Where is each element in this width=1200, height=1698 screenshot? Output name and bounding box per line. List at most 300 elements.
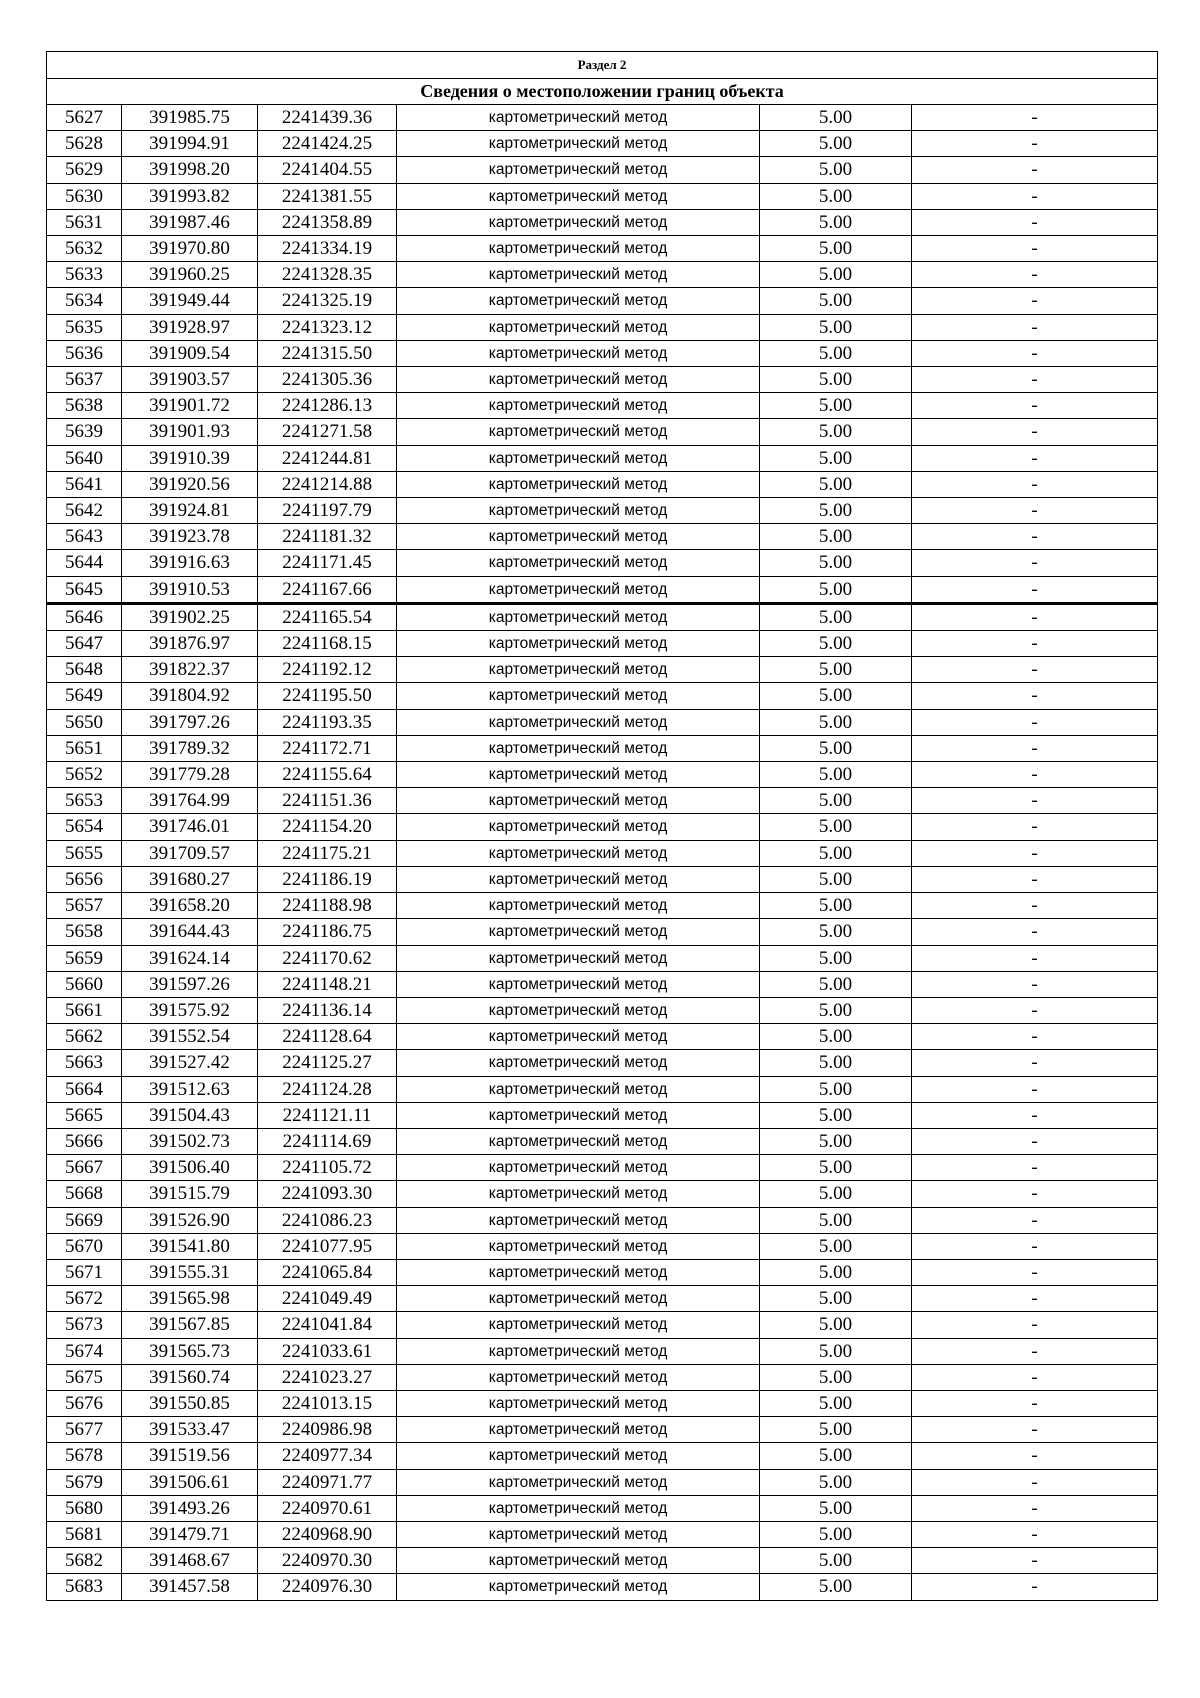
x-coordinate-cell: 391994.91 [122, 131, 258, 157]
accuracy-cell: 5.00 [760, 1233, 912, 1259]
y-coordinate-cell: 2241165.54 [258, 603, 397, 630]
description-cell: - [912, 919, 1158, 945]
x-coordinate-cell: 391502.73 [122, 1128, 258, 1154]
accuracy-cell: 5.00 [760, 576, 912, 603]
x-coordinate-cell: 391493.26 [122, 1495, 258, 1521]
point-number-cell: 5628 [47, 131, 122, 157]
description-cell: - [912, 1469, 1158, 1495]
description-cell: - [912, 157, 1158, 183]
x-coordinate-cell: 391658.20 [122, 893, 258, 919]
x-coordinate-cell: 391504.43 [122, 1102, 258, 1128]
method-cell: картометрический метод [397, 393, 760, 419]
point-number-cell: 5666 [47, 1128, 122, 1154]
x-coordinate-cell: 391519.56 [122, 1443, 258, 1469]
description-cell: - [912, 1102, 1158, 1128]
x-coordinate-cell: 391909.54 [122, 340, 258, 366]
point-number-cell: 5670 [47, 1233, 122, 1259]
y-coordinate-cell: 2241172.71 [258, 735, 397, 761]
point-number-cell: 5638 [47, 393, 122, 419]
y-coordinate-cell: 2240970.30 [258, 1548, 397, 1574]
method-cell: картометрический метод [397, 1495, 760, 1521]
accuracy-cell: 5.00 [760, 1521, 912, 1547]
accuracy-cell: 5.00 [760, 1469, 912, 1495]
accuracy-cell: 5.00 [760, 1259, 912, 1285]
accuracy-cell: 5.00 [760, 1024, 912, 1050]
accuracy-cell: 5.00 [760, 945, 912, 971]
table-row [47, 1312, 1158, 1338]
y-coordinate-cell: 2241334.19 [258, 236, 397, 262]
method-cell: картометрический метод [397, 314, 760, 340]
y-coordinate-cell: 2241181.32 [258, 524, 397, 550]
table-row [47, 1286, 1158, 1312]
table-row [47, 814, 1158, 840]
method-cell: картометрический метод [397, 1259, 760, 1285]
x-coordinate-cell: 391575.92 [122, 997, 258, 1023]
table-row [47, 1259, 1158, 1285]
y-coordinate-cell: 2241315.50 [258, 340, 397, 366]
method-cell: картометрический метод [397, 1548, 760, 1574]
y-coordinate-cell: 2240968.90 [258, 1521, 397, 1547]
method-cell: картометрический метод [397, 1024, 760, 1050]
method-cell: картометрический метод [397, 603, 760, 630]
description-cell: - [912, 498, 1158, 524]
accuracy-cell: 5.00 [760, 1181, 912, 1207]
point-number-cell: 5635 [47, 314, 122, 340]
description-cell: - [912, 683, 1158, 709]
table-row [47, 1521, 1158, 1547]
accuracy-cell: 5.00 [760, 840, 912, 866]
method-cell: картометрический метод [397, 236, 760, 262]
description-cell: - [912, 367, 1158, 393]
point-number-cell: 5671 [47, 1259, 122, 1285]
x-coordinate-cell: 391993.82 [122, 183, 258, 209]
accuracy-cell: 5.00 [760, 445, 912, 471]
accuracy-cell: 5.00 [760, 393, 912, 419]
point-number-cell: 5645 [47, 576, 122, 603]
x-coordinate-cell: 391550.85 [122, 1390, 258, 1416]
section-header-row [47, 52, 1158, 79]
point-number-cell: 5652 [47, 762, 122, 788]
description-cell: - [912, 1312, 1158, 1338]
method-cell: картометрический метод [397, 576, 760, 603]
x-coordinate-cell: 391533.47 [122, 1417, 258, 1443]
description-cell: - [912, 657, 1158, 683]
table-row [47, 762, 1158, 788]
y-coordinate-cell: 2241023.27 [258, 1364, 397, 1390]
y-coordinate-cell: 2241136.14 [258, 997, 397, 1023]
description-cell: - [912, 945, 1158, 971]
y-coordinate-cell: 2241049.49 [258, 1286, 397, 1312]
y-coordinate-cell: 2241193.35 [258, 709, 397, 735]
point-number-cell: 5669 [47, 1207, 122, 1233]
description-cell: - [912, 997, 1158, 1023]
accuracy-cell: 5.00 [760, 919, 912, 945]
x-coordinate-cell: 391709.57 [122, 840, 258, 866]
table-row [47, 971, 1158, 997]
accuracy-cell: 5.00 [760, 498, 912, 524]
point-number-cell: 5639 [47, 419, 122, 445]
point-number-cell: 5627 [47, 105, 122, 131]
accuracy-cell: 5.00 [760, 1390, 912, 1416]
table-row [47, 367, 1158, 393]
description-cell: - [912, 550, 1158, 576]
x-coordinate-cell: 391960.25 [122, 262, 258, 288]
y-coordinate-cell: 2241124.28 [258, 1076, 397, 1102]
accuracy-cell: 5.00 [760, 288, 912, 314]
point-number-cell: 5679 [47, 1469, 122, 1495]
x-coordinate-cell: 391970.80 [122, 236, 258, 262]
accuracy-cell: 5.00 [760, 131, 912, 157]
accuracy-cell: 5.00 [760, 1050, 912, 1076]
y-coordinate-cell: 2240971.77 [258, 1469, 397, 1495]
point-number-cell: 5683 [47, 1574, 122, 1600]
accuracy-cell: 5.00 [760, 236, 912, 262]
method-cell: картометрический метод [397, 1469, 760, 1495]
method-cell: картометрический метод [397, 788, 760, 814]
accuracy-cell: 5.00 [760, 997, 912, 1023]
y-coordinate-cell: 2241168.15 [258, 631, 397, 657]
accuracy-cell: 5.00 [760, 1495, 912, 1521]
x-coordinate-cell: 391560.74 [122, 1364, 258, 1390]
method-cell: картометрический метод [397, 445, 760, 471]
description-cell: - [912, 1364, 1158, 1390]
method-cell: картометрический метод [397, 1521, 760, 1547]
method-cell: картометрический метод [397, 367, 760, 393]
description-cell: - [912, 735, 1158, 761]
table-row [47, 498, 1158, 524]
x-coordinate-cell: 391552.54 [122, 1024, 258, 1050]
accuracy-cell: 5.00 [760, 1286, 912, 1312]
description-cell: - [912, 183, 1158, 209]
point-number-cell: 5637 [47, 367, 122, 393]
accuracy-cell: 5.00 [760, 657, 912, 683]
description-cell: - [912, 603, 1158, 630]
table-row [47, 1443, 1158, 1469]
y-coordinate-cell: 2241148.21 [258, 971, 397, 997]
x-coordinate-cell: 391998.20 [122, 157, 258, 183]
method-cell: картометрический метод [397, 631, 760, 657]
method-cell: картометрический метод [397, 1574, 760, 1600]
table-row [47, 1364, 1158, 1390]
x-coordinate-cell: 391987.46 [122, 209, 258, 235]
accuracy-cell: 5.00 [760, 105, 912, 131]
x-coordinate-cell: 391506.61 [122, 1469, 258, 1495]
method-cell: картометрический метод [397, 814, 760, 840]
y-coordinate-cell: 2241041.84 [258, 1312, 397, 1338]
point-number-cell: 5677 [47, 1417, 122, 1443]
point-number-cell: 5676 [47, 1390, 122, 1416]
point-number-cell: 5646 [47, 603, 122, 630]
x-coordinate-cell: 391644.43 [122, 919, 258, 945]
point-number-cell: 5655 [47, 840, 122, 866]
point-number-cell: 5664 [47, 1076, 122, 1102]
description-cell: - [912, 1155, 1158, 1181]
x-coordinate-cell: 391920.56 [122, 471, 258, 497]
y-coordinate-cell: 2241086.23 [258, 1207, 397, 1233]
point-number-cell: 5644 [47, 550, 122, 576]
x-coordinate-cell: 391789.32 [122, 735, 258, 761]
method-cell: картометрический метод [397, 1417, 760, 1443]
table-row [47, 709, 1158, 735]
section-label: Раздел 2 [47, 52, 1158, 79]
table-row [47, 683, 1158, 709]
point-number-cell: 5659 [47, 945, 122, 971]
x-coordinate-cell: 391923.78 [122, 524, 258, 550]
description-cell: - [912, 1495, 1158, 1521]
x-coordinate-cell: 391901.93 [122, 419, 258, 445]
table-row [47, 1495, 1158, 1521]
description-cell: - [912, 1024, 1158, 1050]
point-number-cell: 5649 [47, 683, 122, 709]
method-cell: картометрический метод [397, 550, 760, 576]
accuracy-cell: 5.00 [760, 157, 912, 183]
description-cell: - [912, 971, 1158, 997]
description-cell: - [912, 709, 1158, 735]
method-cell: картометрический метод [397, 762, 760, 788]
table-row [47, 393, 1158, 419]
method-cell: картометрический метод [397, 1181, 760, 1207]
accuracy-cell: 5.00 [760, 735, 912, 761]
method-cell: картометрический метод [397, 866, 760, 892]
accuracy-cell: 5.00 [760, 631, 912, 657]
x-coordinate-cell: 391746.01 [122, 814, 258, 840]
x-coordinate-cell: 391527.42 [122, 1050, 258, 1076]
y-coordinate-cell: 2241121.11 [258, 1102, 397, 1128]
accuracy-cell: 5.00 [760, 762, 912, 788]
y-coordinate-cell: 2241125.27 [258, 1050, 397, 1076]
x-coordinate-cell: 391902.25 [122, 603, 258, 630]
y-coordinate-cell: 2241325.19 [258, 288, 397, 314]
description-cell: - [912, 1233, 1158, 1259]
y-coordinate-cell: 2241065.84 [258, 1259, 397, 1285]
table-row [47, 893, 1158, 919]
x-coordinate-cell: 391876.97 [122, 631, 258, 657]
method-cell: картометрический метод [397, 971, 760, 997]
table-row [47, 445, 1158, 471]
method-cell: картометрический метод [397, 471, 760, 497]
point-number-cell: 5641 [47, 471, 122, 497]
x-coordinate-cell: 391512.63 [122, 1076, 258, 1102]
description-cell: - [912, 814, 1158, 840]
table-row [47, 1050, 1158, 1076]
accuracy-cell: 5.00 [760, 419, 912, 445]
table-row [47, 105, 1158, 131]
y-coordinate-cell: 2241381.55 [258, 183, 397, 209]
description-cell: - [912, 1521, 1158, 1547]
y-coordinate-cell: 2241170.62 [258, 945, 397, 971]
point-number-cell: 5681 [47, 1521, 122, 1547]
y-coordinate-cell: 2241195.50 [258, 683, 397, 709]
table-row [47, 340, 1158, 366]
x-coordinate-cell: 391985.75 [122, 105, 258, 131]
accuracy-cell: 5.00 [760, 550, 912, 576]
table-row [47, 1076, 1158, 1102]
description-cell: - [912, 340, 1158, 366]
y-coordinate-cell: 2241013.15 [258, 1390, 397, 1416]
y-coordinate-cell: 2241155.64 [258, 762, 397, 788]
description-cell: - [912, 840, 1158, 866]
table-row [47, 1469, 1158, 1495]
x-coordinate-cell: 391910.53 [122, 576, 258, 603]
table-row [47, 603, 1158, 630]
method-cell: картометрический метод [397, 735, 760, 761]
table-row [47, 1128, 1158, 1154]
y-coordinate-cell: 2241323.12 [258, 314, 397, 340]
method-cell: картометрический метод [397, 262, 760, 288]
y-coordinate-cell: 2241093.30 [258, 1181, 397, 1207]
point-number-cell: 5643 [47, 524, 122, 550]
description-cell: - [912, 236, 1158, 262]
table-row [47, 1102, 1158, 1128]
x-coordinate-cell: 391901.72 [122, 393, 258, 419]
table-row [47, 262, 1158, 288]
table-row [47, 524, 1158, 550]
x-coordinate-cell: 391479.71 [122, 1521, 258, 1547]
table-row [47, 657, 1158, 683]
table-row [47, 1574, 1158, 1600]
method-cell: картометрический метод [397, 498, 760, 524]
x-coordinate-cell: 391764.99 [122, 788, 258, 814]
x-coordinate-cell: 391526.90 [122, 1207, 258, 1233]
point-number-cell: 5663 [47, 1050, 122, 1076]
accuracy-cell: 5.00 [760, 1312, 912, 1338]
point-number-cell: 5682 [47, 1548, 122, 1574]
point-number-cell: 5657 [47, 893, 122, 919]
description-cell: - [912, 419, 1158, 445]
point-number-cell: 5675 [47, 1364, 122, 1390]
table-row [47, 840, 1158, 866]
point-number-cell: 5665 [47, 1102, 122, 1128]
point-number-cell: 5672 [47, 1286, 122, 1312]
description-cell: - [912, 1207, 1158, 1233]
accuracy-cell: 5.00 [760, 1338, 912, 1364]
x-coordinate-cell: 391910.39 [122, 445, 258, 471]
method-cell: картометрический метод [397, 1233, 760, 1259]
y-coordinate-cell: 2241077.95 [258, 1233, 397, 1259]
table-row [47, 788, 1158, 814]
accuracy-cell: 5.00 [760, 1207, 912, 1233]
y-coordinate-cell: 2241271.58 [258, 419, 397, 445]
accuracy-cell: 5.00 [760, 262, 912, 288]
method-cell: картометрический метод [397, 893, 760, 919]
description-cell: - [912, 1128, 1158, 1154]
description-cell: - [912, 1076, 1158, 1102]
method-cell: картометрический метод [397, 288, 760, 314]
point-number-cell: 5640 [47, 445, 122, 471]
accuracy-cell: 5.00 [760, 1364, 912, 1390]
point-number-cell: 5633 [47, 262, 122, 288]
accuracy-cell: 5.00 [760, 1128, 912, 1154]
table-row [47, 314, 1158, 340]
y-coordinate-cell: 2241214.88 [258, 471, 397, 497]
y-coordinate-cell: 2241358.89 [258, 209, 397, 235]
x-coordinate-cell: 391903.57 [122, 367, 258, 393]
accuracy-cell: 5.00 [760, 471, 912, 497]
method-cell: картометрический метод [397, 657, 760, 683]
y-coordinate-cell: 2241439.36 [258, 105, 397, 131]
point-number-cell: 5673 [47, 1312, 122, 1338]
x-coordinate-cell: 391565.98 [122, 1286, 258, 1312]
point-number-cell: 5680 [47, 1495, 122, 1521]
x-coordinate-cell: 391515.79 [122, 1181, 258, 1207]
y-coordinate-cell: 2241105.72 [258, 1155, 397, 1181]
x-coordinate-cell: 391822.37 [122, 657, 258, 683]
point-number-cell: 5667 [47, 1155, 122, 1181]
point-number-cell: 5662 [47, 1024, 122, 1050]
table-row [47, 1181, 1158, 1207]
table-row [47, 576, 1158, 603]
y-coordinate-cell: 2240976.30 [258, 1574, 397, 1600]
method-cell: картометрический метод [397, 683, 760, 709]
accuracy-cell: 5.00 [760, 1574, 912, 1600]
method-cell: картометрический метод [397, 1286, 760, 1312]
description-cell: - [912, 471, 1158, 497]
x-coordinate-cell: 391928.97 [122, 314, 258, 340]
table-row [47, 236, 1158, 262]
method-cell: картометрический метод [397, 419, 760, 445]
table-row [47, 631, 1158, 657]
y-coordinate-cell: 2241188.98 [258, 893, 397, 919]
table-row [47, 1207, 1158, 1233]
description-cell: - [912, 1390, 1158, 1416]
point-number-cell: 5648 [47, 657, 122, 683]
table-row [47, 997, 1158, 1023]
x-coordinate-cell: 391597.26 [122, 971, 258, 997]
method-cell: картометрический метод [397, 1076, 760, 1102]
y-coordinate-cell: 2241175.21 [258, 840, 397, 866]
accuracy-cell: 5.00 [760, 603, 912, 630]
method-cell: картометрический метод [397, 1128, 760, 1154]
point-number-cell: 5630 [47, 183, 122, 209]
x-coordinate-cell: 391680.27 [122, 866, 258, 892]
description-cell: - [912, 1259, 1158, 1285]
y-coordinate-cell: 2241404.55 [258, 157, 397, 183]
method-cell: картометрический метод [397, 1050, 760, 1076]
x-coordinate-cell: 391567.85 [122, 1312, 258, 1338]
y-coordinate-cell: 2241192.12 [258, 657, 397, 683]
description-cell: - [912, 393, 1158, 419]
x-coordinate-cell: 391924.81 [122, 498, 258, 524]
description-cell: - [912, 131, 1158, 157]
accuracy-cell: 5.00 [760, 683, 912, 709]
table-row [47, 288, 1158, 314]
x-coordinate-cell: 391541.80 [122, 1233, 258, 1259]
table-row [47, 1390, 1158, 1416]
method-cell: картометрический метод [397, 105, 760, 131]
y-coordinate-cell: 2241186.19 [258, 866, 397, 892]
point-number-cell: 5654 [47, 814, 122, 840]
table-title: Сведения о местоположении границ объекта [47, 79, 1158, 105]
y-coordinate-cell: 2240986.98 [258, 1417, 397, 1443]
point-number-cell: 5650 [47, 709, 122, 735]
accuracy-cell: 5.00 [760, 893, 912, 919]
accuracy-cell: 5.00 [760, 314, 912, 340]
description-cell: - [912, 1050, 1158, 1076]
description-cell: - [912, 1417, 1158, 1443]
point-number-cell: 5642 [47, 498, 122, 524]
point-number-cell: 5678 [47, 1443, 122, 1469]
method-cell: картометрический метод [397, 1390, 760, 1416]
accuracy-cell: 5.00 [760, 367, 912, 393]
description-cell: - [912, 445, 1158, 471]
description-cell: - [912, 262, 1158, 288]
table-row [47, 1024, 1158, 1050]
table-row [47, 183, 1158, 209]
method-cell: картометрический метод [397, 524, 760, 550]
method-cell: картометрический метод [397, 209, 760, 235]
x-coordinate-cell: 391804.92 [122, 683, 258, 709]
y-coordinate-cell: 2241151.36 [258, 788, 397, 814]
